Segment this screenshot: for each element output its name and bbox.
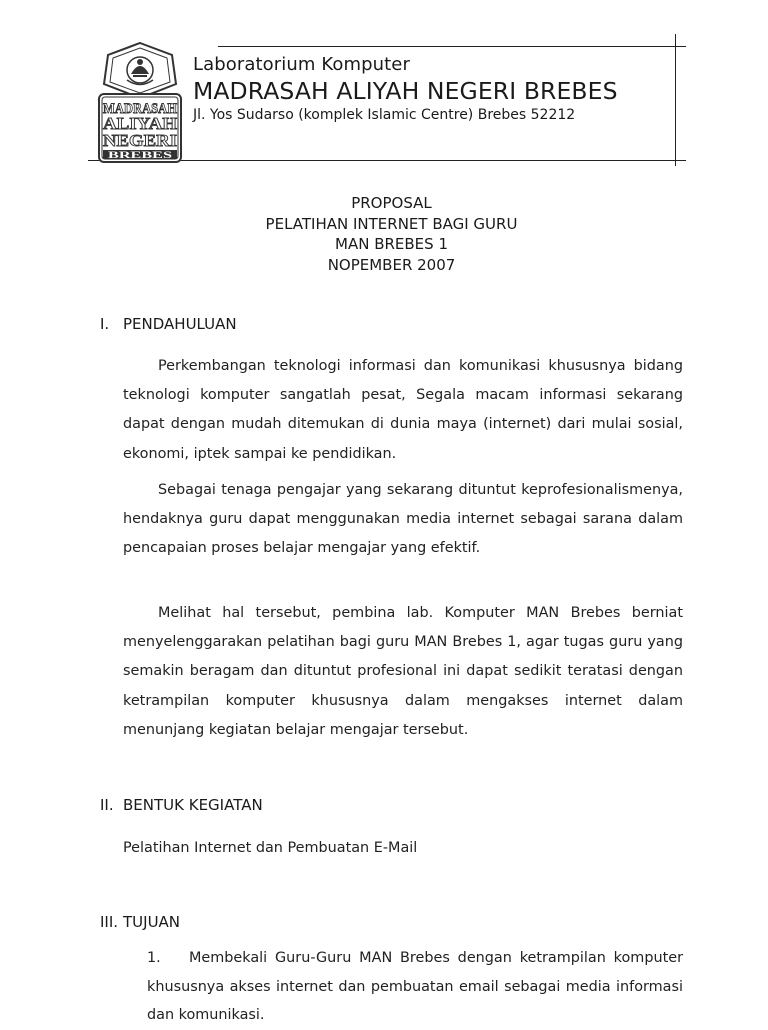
- paragraph-1: Perkembangan teknologi informasi dan komunikasi khususnya bidang teknologi komputer sangatlah pesat, Segala macam informasi sekarang dapat dengan mudah ditemukan di dunia maya (internet) dari mulai sosial, ekonomi, iptek sampai ke pendidikan.: [123, 358, 683, 462]
- title-line-2: PELATIHAN INTERNET BAGI GURU: [265, 214, 518, 233]
- goal-number: 1.: [147, 950, 161, 966]
- paragraph-2: Sebagai tenaga pengajar yang sekarang dituntut keprofesionalismenya, hendaknya guru dapat menggunakan media internet sebagai sarana dalam pencapaian proses belajar mengajar yang efektif.: [123, 482, 683, 557]
- goal-item: [147, 944, 683, 1030]
- section-title: PENDAHULUAN: [123, 315, 237, 333]
- title-line-4: NOPEMBER 2007: [327, 255, 456, 274]
- school-address: Jl. Yos Sudarso (komplek Islamic Centre) Brebes 52212: [193, 107, 576, 123]
- svg-text:MADRASAH: MADRASAH: [103, 101, 178, 117]
- paragraph-3: Melihat hal tersebut, pembina lab. Komputer MAN Brebes berniat menyelenggarakan pelatihan bagi guru MAN Brebes 1, agar tugas guru yang semakin beragam dan dituntut profesional ini dapat sedikit teratasi dengan ketrampilan komputer khususnya dalam mengakses internet dalam menunjang kegiatan belajar mengajar tersebut.: [123, 605, 683, 738]
- proposal-title: [0, 193, 768, 275]
- activity-description: Pelatihan Internet dan Pembuatan E-Mail: [123, 840, 418, 856]
- title-line-1: PROPOSAL: [351, 194, 432, 212]
- section-number: I.: [100, 315, 110, 333]
- letterhead-top-rule: [218, 46, 686, 47]
- title-line-3: MAN BREBES 1: [335, 235, 448, 254]
- lab-name: Laboratorium Komputer: [193, 54, 410, 75]
- section-number: III.: [100, 913, 119, 931]
- section-heading-pendahuluan: [100, 315, 237, 333]
- school-logo: [97, 40, 183, 164]
- section-heading-tujuan: [100, 913, 180, 931]
- svg-text:BREBES: BREBES: [108, 150, 172, 160]
- section-title: TUJUAN: [123, 913, 181, 931]
- goal-text: Membekali Guru-Guru MAN Brebes dengan ketrampilan komputer khususnya akses internet dan pembuatan email sebagai media informasi dan komunikasi.: [147, 950, 683, 1024]
- letterhead-vertical-rule: [675, 34, 676, 166]
- svg-text:ALIYAH: ALIYAH: [103, 114, 177, 133]
- svg-text:NEGERI: NEGERI: [103, 131, 178, 150]
- school-emblem-icon: [97, 40, 183, 164]
- school-name: MADRASAH ALIYAH NEGERI BREBES: [193, 77, 618, 105]
- section-title: BENTUK KEGIATAN: [123, 796, 263, 814]
- section-heading-bentuk-kegiatan: [100, 796, 263, 814]
- section-number: II.: [100, 796, 114, 814]
